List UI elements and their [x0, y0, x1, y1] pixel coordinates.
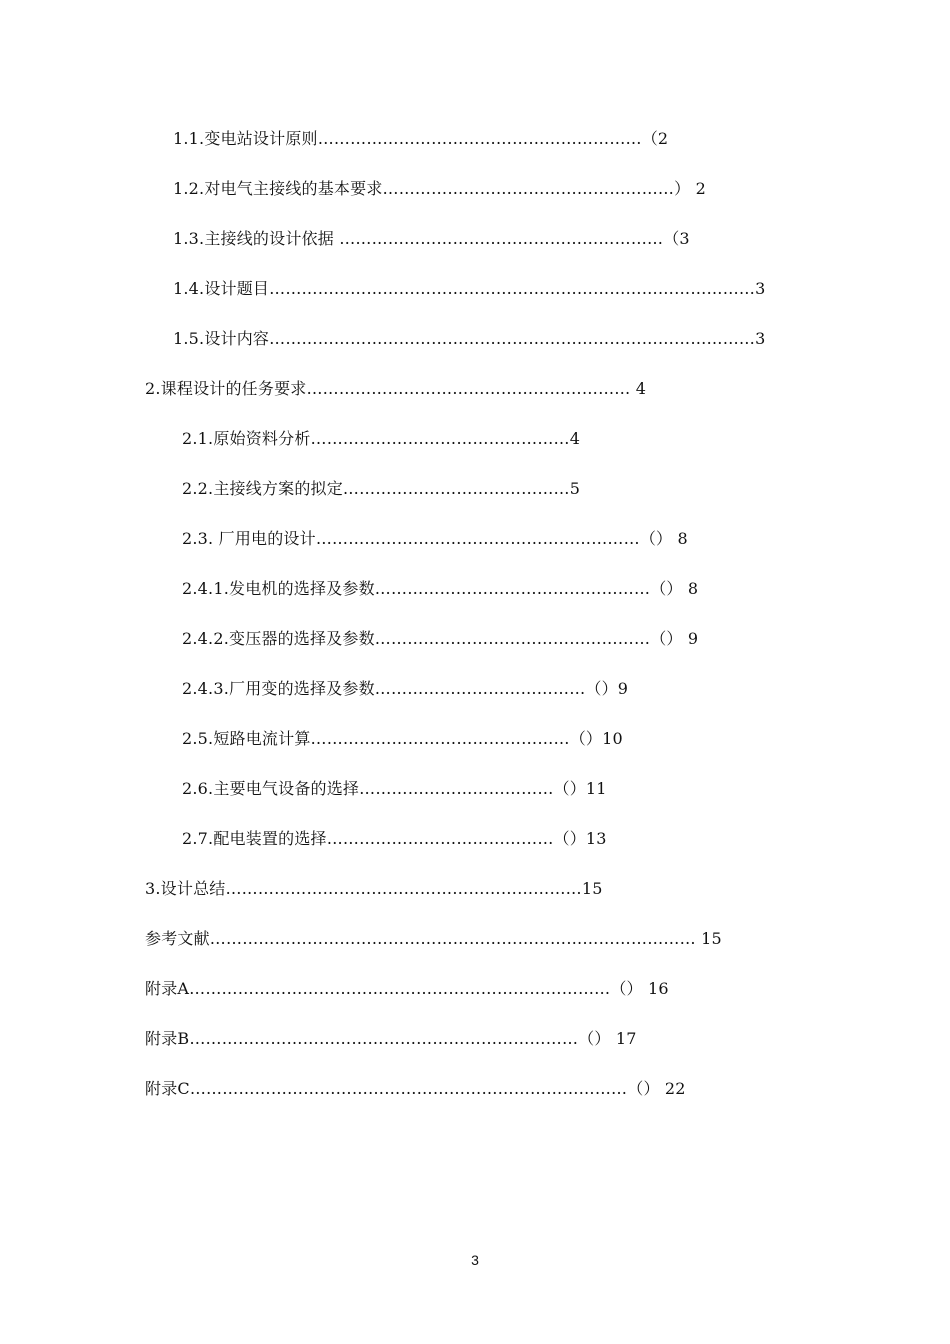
toc-entry-2-5: 2.5.短路电流计算…………………………………………（）10 [182, 729, 623, 748]
toc-entry-1-2: 1.2.对电气主接线的基本要求………………………………………………） 2 [173, 179, 706, 198]
toc-entry-3: 3.设计总结…………………………………………………………15 [145, 879, 603, 898]
toc-entry-1-3: 1.3.主接线的设计依据 ……………………………………………………（3 [173, 229, 690, 248]
toc-entry-appendix-a: 附录A……………………………………………………………………（） 16 [145, 979, 669, 998]
toc-entry-references: 参考文献……………………………………………………………………………… 15 [145, 929, 722, 948]
toc-entry-2-3: 2.3. 厂用电的设计……………………………………………………（） 8 [182, 529, 688, 548]
toc-entry-2-6: 2.6.主要电气设备的选择………………………………（）11 [182, 779, 607, 798]
toc-entry-1-1: 1.1.变电站设计原则……………………………………………………（2 [173, 129, 669, 148]
page-number: 3 [471, 1252, 479, 1268]
toc-entry-appendix-c: 附录C………………………………………………………………………（） 22 [145, 1079, 686, 1098]
toc-entry-appendix-b: 附录B………………………………………………………………（） 17 [145, 1029, 637, 1048]
toc-entry-2-7: 2.7.配电装置的选择……………………………………（）13 [182, 829, 607, 848]
toc-entry-2: 2.课程设计的任务要求…………………………………………………… 4 [145, 379, 647, 398]
toc-entry-1-4: 1.4.设计题目………………………………………………………………………………3 [173, 279, 766, 298]
toc-entry-2-1: 2.1.原始资料分析…………………………………………4 [182, 429, 581, 448]
toc-entry-2-4-2: 2.4.2.变压器的选择及参数……………………………………………（） 9 [182, 629, 699, 648]
toc-entry-2-2: 2.2.主接线方案的拟定……………………………………5 [182, 479, 581, 498]
toc-entry-2-4-3: 2.4.3.厂用变的选择及参数…………………………………（）9 [182, 679, 629, 698]
toc-entry-1-5: 1.5.设计内容………………………………………………………………………………3 [173, 329, 766, 348]
toc-entry-2-4-1: 2.4.1.发电机的选择及参数……………………………………………（） 8 [182, 579, 699, 598]
